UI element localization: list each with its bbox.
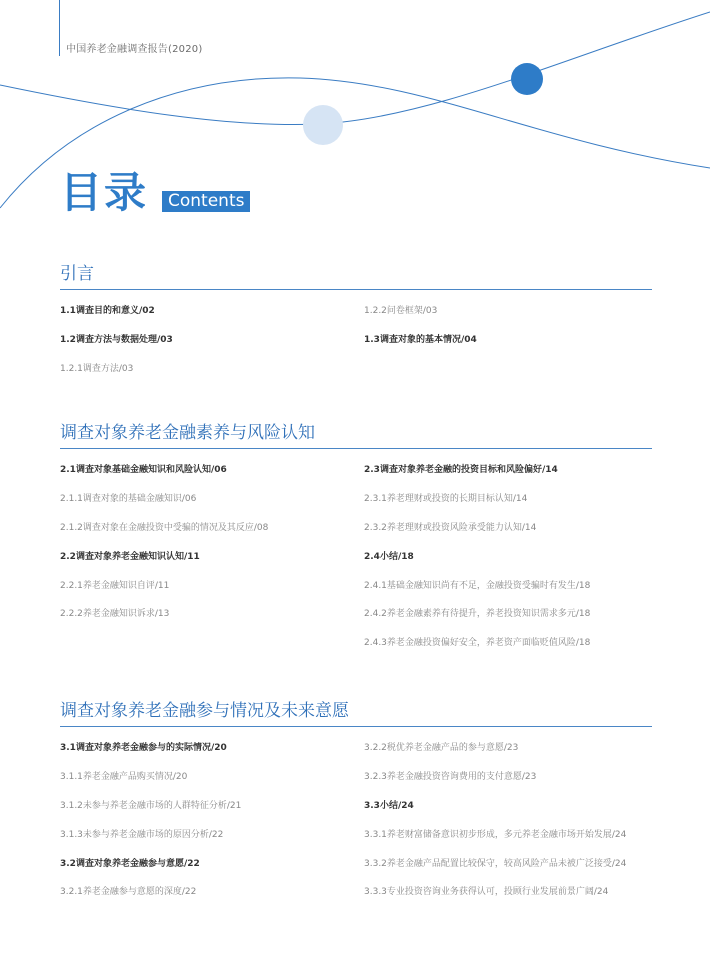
- toc-entry[interactable]: 3.2.1养老金融参与意愿的深度/22: [60, 887, 197, 898]
- toc-entry[interactable]: 1.2.1调查方法/03: [60, 363, 134, 374]
- toc-title: [60, 168, 250, 217]
- header-vertical-rule: [59, 0, 60, 56]
- toc-entry[interactable]: 2.2.1养老金融知识自评/11: [60, 580, 170, 591]
- toc-entry[interactable]: 1.1调查目的和意义/02: [60, 306, 155, 316]
- toc-entry[interactable]: 3.3.2养老金融产品配置比较保守，较高风险产品未被广泛接受/24: [364, 858, 627, 869]
- section-title: 调查对象养老金融素养与风险认知: [60, 418, 652, 449]
- decorative-curves: [0, 0, 710, 260]
- left-column: [60, 464, 360, 637]
- left-column: [60, 742, 360, 915]
- toc-entry[interactable]: 3.2.3养老金融投资咨询费用的支付意愿/23: [364, 771, 537, 782]
- toc-section-intro: [60, 259, 652, 374]
- toc-entry[interactable]: 3.2调查对象养老金融参与意愿/22: [60, 858, 200, 869]
- toc-section-participation: [60, 696, 652, 898]
- toc-entry[interactable]: 2.1.1调查对象的基础金融知识/06: [60, 493, 197, 504]
- toc-entry[interactable]: 2.4.3养老金融投资偏好安全，养老资产面临贬值风险/18: [364, 638, 591, 649]
- toc-entry[interactable]: 1.2.2问卷框架/03: [364, 306, 438, 316]
- section-title: 调查对象养老金融参与情况及未来意愿: [60, 696, 652, 727]
- toc-entry[interactable]: 3.3.3专业投资咨询业务获得认可，投顾行业发展前景广阔/24: [364, 887, 609, 898]
- light-blue-circle: [303, 105, 343, 145]
- toc-entry[interactable]: 2.2调查对象养老金融知识认知/11: [60, 551, 200, 562]
- toc-entry[interactable]: 3.1.2未参与养老金融市场的人群特征分析/21: [60, 800, 242, 811]
- report-header: 中国养老金融调查报告(2020): [66, 44, 203, 55]
- toc-entry[interactable]: 3.3.1养老财富储备意识初步形成，多元养老金融市场开始发展/24: [364, 829, 627, 840]
- right-column: [364, 305, 664, 363]
- right-column: [364, 742, 664, 915]
- toc-entry[interactable]: 2.2.2养老金融知识诉求/13: [60, 609, 170, 620]
- curve-line-1: [0, 12, 710, 125]
- toc-entry[interactable]: 3.2.2税优养老金融产品的参与意愿/23: [364, 743, 519, 753]
- right-column: [364, 464, 664, 666]
- left-column: [60, 305, 360, 392]
- toc-entry[interactable]: 2.4.1基础金融知识尚有不足，金融投资受骗时有发生/18: [364, 580, 591, 591]
- toc-entry[interactable]: 2.3调查对象养老金融的投资目标和风险偏好/14: [364, 465, 558, 475]
- toc-entry[interactable]: 2.4小结/18: [364, 551, 414, 562]
- toc-entry[interactable]: 2.3.2养老理财或投资风险承受能力认知/14: [364, 522, 537, 533]
- toc-entry[interactable]: 1.2调查方法与数据处理/03: [60, 334, 173, 345]
- toc-entry[interactable]: 3.1.1养老金融产品购买情况/20: [60, 771, 188, 782]
- title-chinese: 目录: [60, 168, 149, 217]
- toc-section-literacy: [60, 418, 652, 649]
- toc-entry[interactable]: 1.3调查对象的基本情况/04: [364, 334, 477, 345]
- toc-entry[interactable]: 2.3.1养老理财或投资的长期目标认知/14: [364, 493, 528, 504]
- title-english: Contents: [162, 191, 250, 212]
- toc-entry[interactable]: 2.1调查对象基础金融知识和风险认知/06: [60, 465, 227, 475]
- toc-entry[interactable]: 3.1.3未参与养老金融市场的原因分析/22: [60, 829, 224, 840]
- blue-circle: [511, 63, 543, 95]
- toc-entry[interactable]: 2.4.2养老金融素养有待提升，养老投资知识需求多元/18: [364, 609, 591, 620]
- toc-entry[interactable]: 2.1.2调查对象在金融投资中受骗的情况及其反应/08: [60, 522, 269, 533]
- section-title: 引言: [60, 259, 652, 290]
- toc-entry[interactable]: 3.3小结/24: [364, 800, 414, 811]
- toc-entry[interactable]: 3.1调查对象养老金融参与的实际情况/20: [60, 743, 227, 753]
